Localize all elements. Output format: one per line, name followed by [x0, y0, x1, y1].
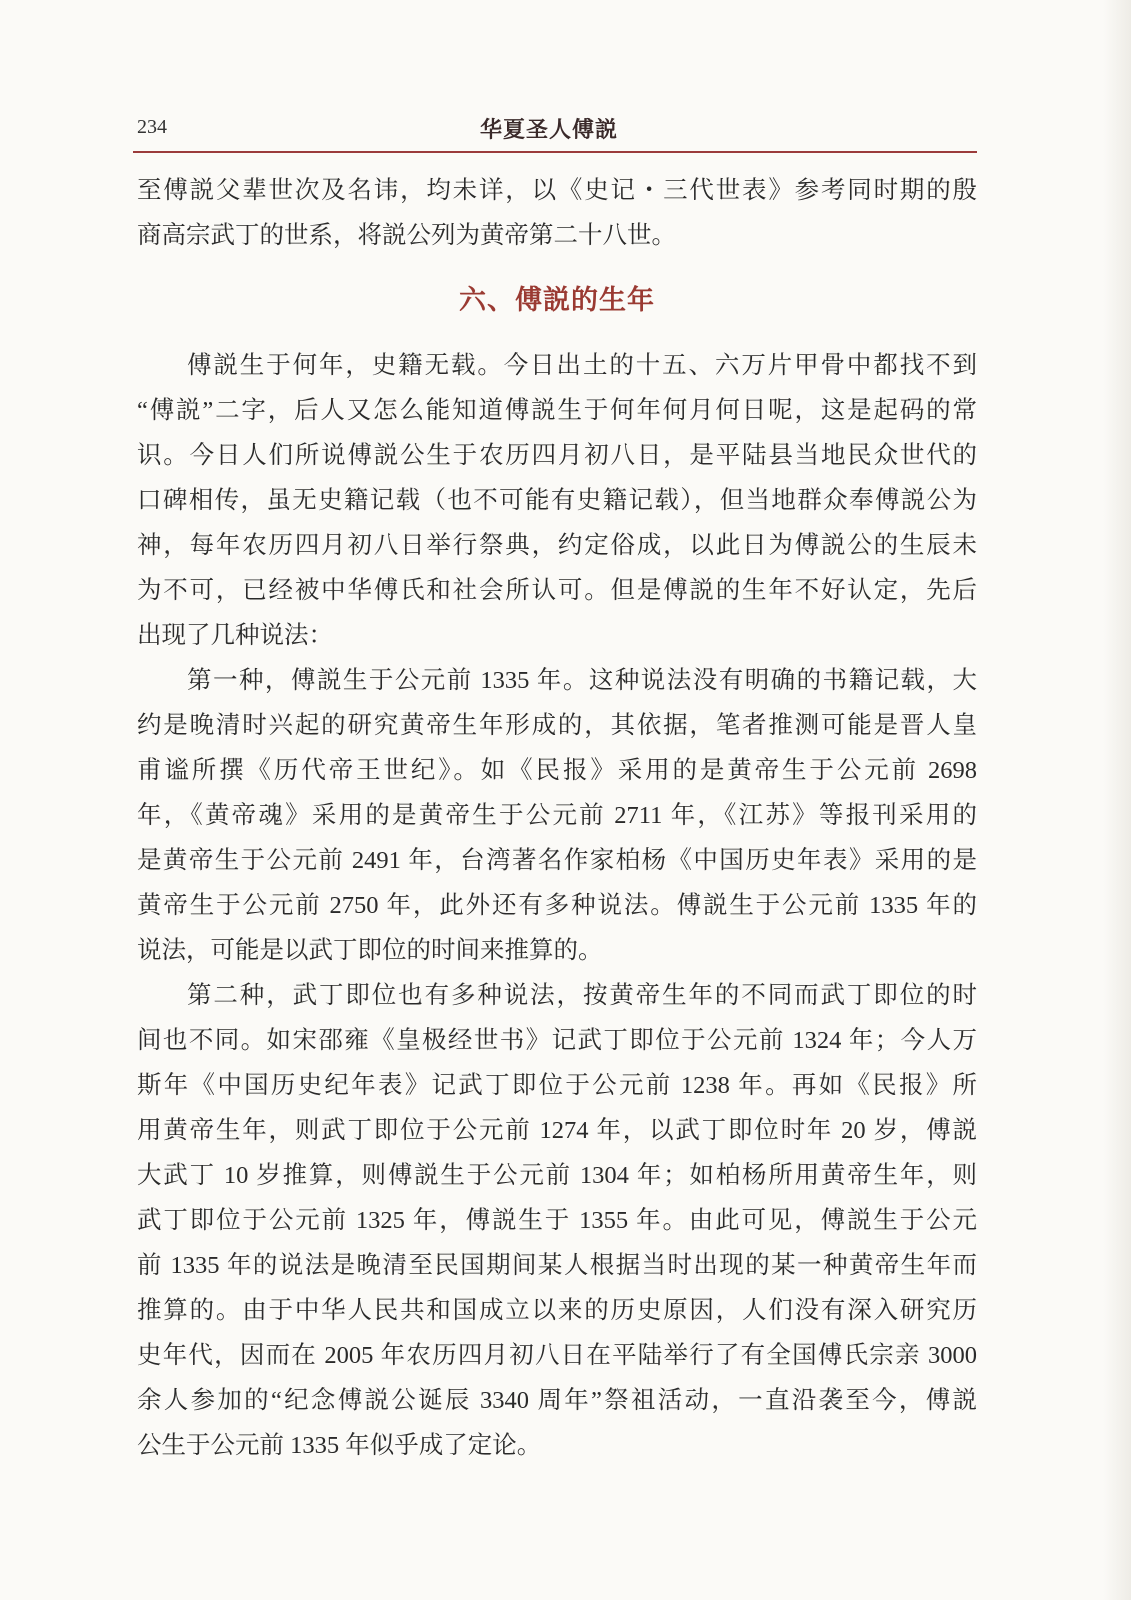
text-line: 识。今日人们所说傅説公生于农历四月初八日，是平陆县当地民众世代的	[137, 442, 977, 469]
text-line: 前 1335 年的说法是晚清至民国期间某人根据当时出现的某一种黄帝生年而	[137, 1252, 977, 1279]
section-content	[137, 343, 977, 1468]
text-line: 用黄帝生年，则武丁即位于公元前 1274 年，以武丁即位时年 20 岁，傅説	[137, 1117, 977, 1144]
text-line: 为不可，已经被中华傅氏和社会所认可。但是傅説的生年不好认定，先后	[137, 577, 977, 604]
text-line: 商高宗武丁的世系，将説公列为黄帝第二十八世。	[137, 222, 676, 249]
text-line: 至傅説父辈世次及名讳，均未详，以《史记・三代世表》参考同时期的殷	[137, 177, 977, 204]
text-line: 口碑相传，虽无史籍记载（也不可能有史籍记载），但当地群众奉傅説公为	[137, 487, 977, 514]
text-line: 是黄帝生于公元前 2491 年，台湾著名作家柏杨《中国历史年表》采用的是	[137, 847, 977, 874]
page-number: 234	[137, 116, 167, 138]
text-line: 余人参加的“纪念傅説公诞辰 3340 周年”祭祖活动，一直沿袭至今，傅説	[137, 1387, 977, 1414]
header-rule	[133, 151, 977, 153]
text-line: 第二种，武丁即位也有多种说法，按黄帝生年的不同而武丁即位的时	[187, 982, 977, 1009]
text-line: 出现了几种说法：	[137, 622, 333, 649]
paragraph	[137, 973, 977, 1468]
paragraph	[137, 343, 977, 658]
page-edge-shadow	[1103, 0, 1131, 1600]
text-line: 甫谧所撰《历代帝王世纪》。如《民报》采用的是黄帝生于公元前 2698	[137, 757, 977, 784]
text-line: 间也不同。如宋邵雍《皇极经世书》记武丁即位于公元前 1324 年；今人万	[137, 1027, 977, 1054]
text-line: 年，《黄帝魂》采用的是黄帝生于公元前 2711 年，《江苏》等报刊采用的	[137, 802, 977, 829]
text-line: 第一种，傅説生于公元前 1335 年。这种说法没有明确的书籍记载，大	[187, 667, 977, 694]
text-line: 推算的。由于中华人民共和国成立以来的历史原因，人们没有深入研究历	[137, 1297, 977, 1324]
continued-paragraph	[137, 168, 977, 258]
text-line: 史年代，因而在 2005 年农历四月初八日在平陆举行了有全国傅氏宗亲 3000	[137, 1342, 977, 1369]
text-line: 大武丁 10 岁推算，则傅説生于公元前 1304 年；如柏杨所用黄帝生年，则	[137, 1162, 977, 1189]
text-line: 斯年《中国历史纪年表》记武丁即位于公元前 1238 年。再如《民报》所	[137, 1072, 977, 1099]
paragraph	[137, 168, 977, 258]
running-title: 华夏圣人傅説	[480, 118, 619, 143]
text-line: 公生于公元前 1335 年似乎成了定论。	[137, 1432, 542, 1459]
text-line: 傅説生于何年，史籍无载。今日出土的十五、六万片甲骨中都找不到	[187, 352, 977, 379]
text-line: 神，每年农历四月初八日举行祭典，约定俗成，以此日为傅説公的生辰未	[137, 532, 977, 559]
text-line: 黄帝生于公元前 2750 年，此外还有多种说法。傅説生于公元前 1335 年的	[137, 892, 977, 919]
page-body	[137, 168, 977, 1468]
text-line: 武丁即位于公元前 1325 年，傅説生于 1355 年。由此可见，傅説生于公元	[137, 1207, 977, 1234]
text-line: 约是晚清时兴起的研究黄帝生年形成的，其依据，笔者推测可能是晋人皇	[137, 712, 977, 739]
paragraph	[137, 658, 977, 973]
text-line: “傅説”二字，后人又怎么能知道傅説生于何年何月何日呢，这是起码的常	[137, 397, 977, 424]
text-line: 说法，可能是以武丁即位的时间来推算的。	[137, 937, 603, 964]
section-heading: 六、傅説的生年	[459, 285, 655, 316]
